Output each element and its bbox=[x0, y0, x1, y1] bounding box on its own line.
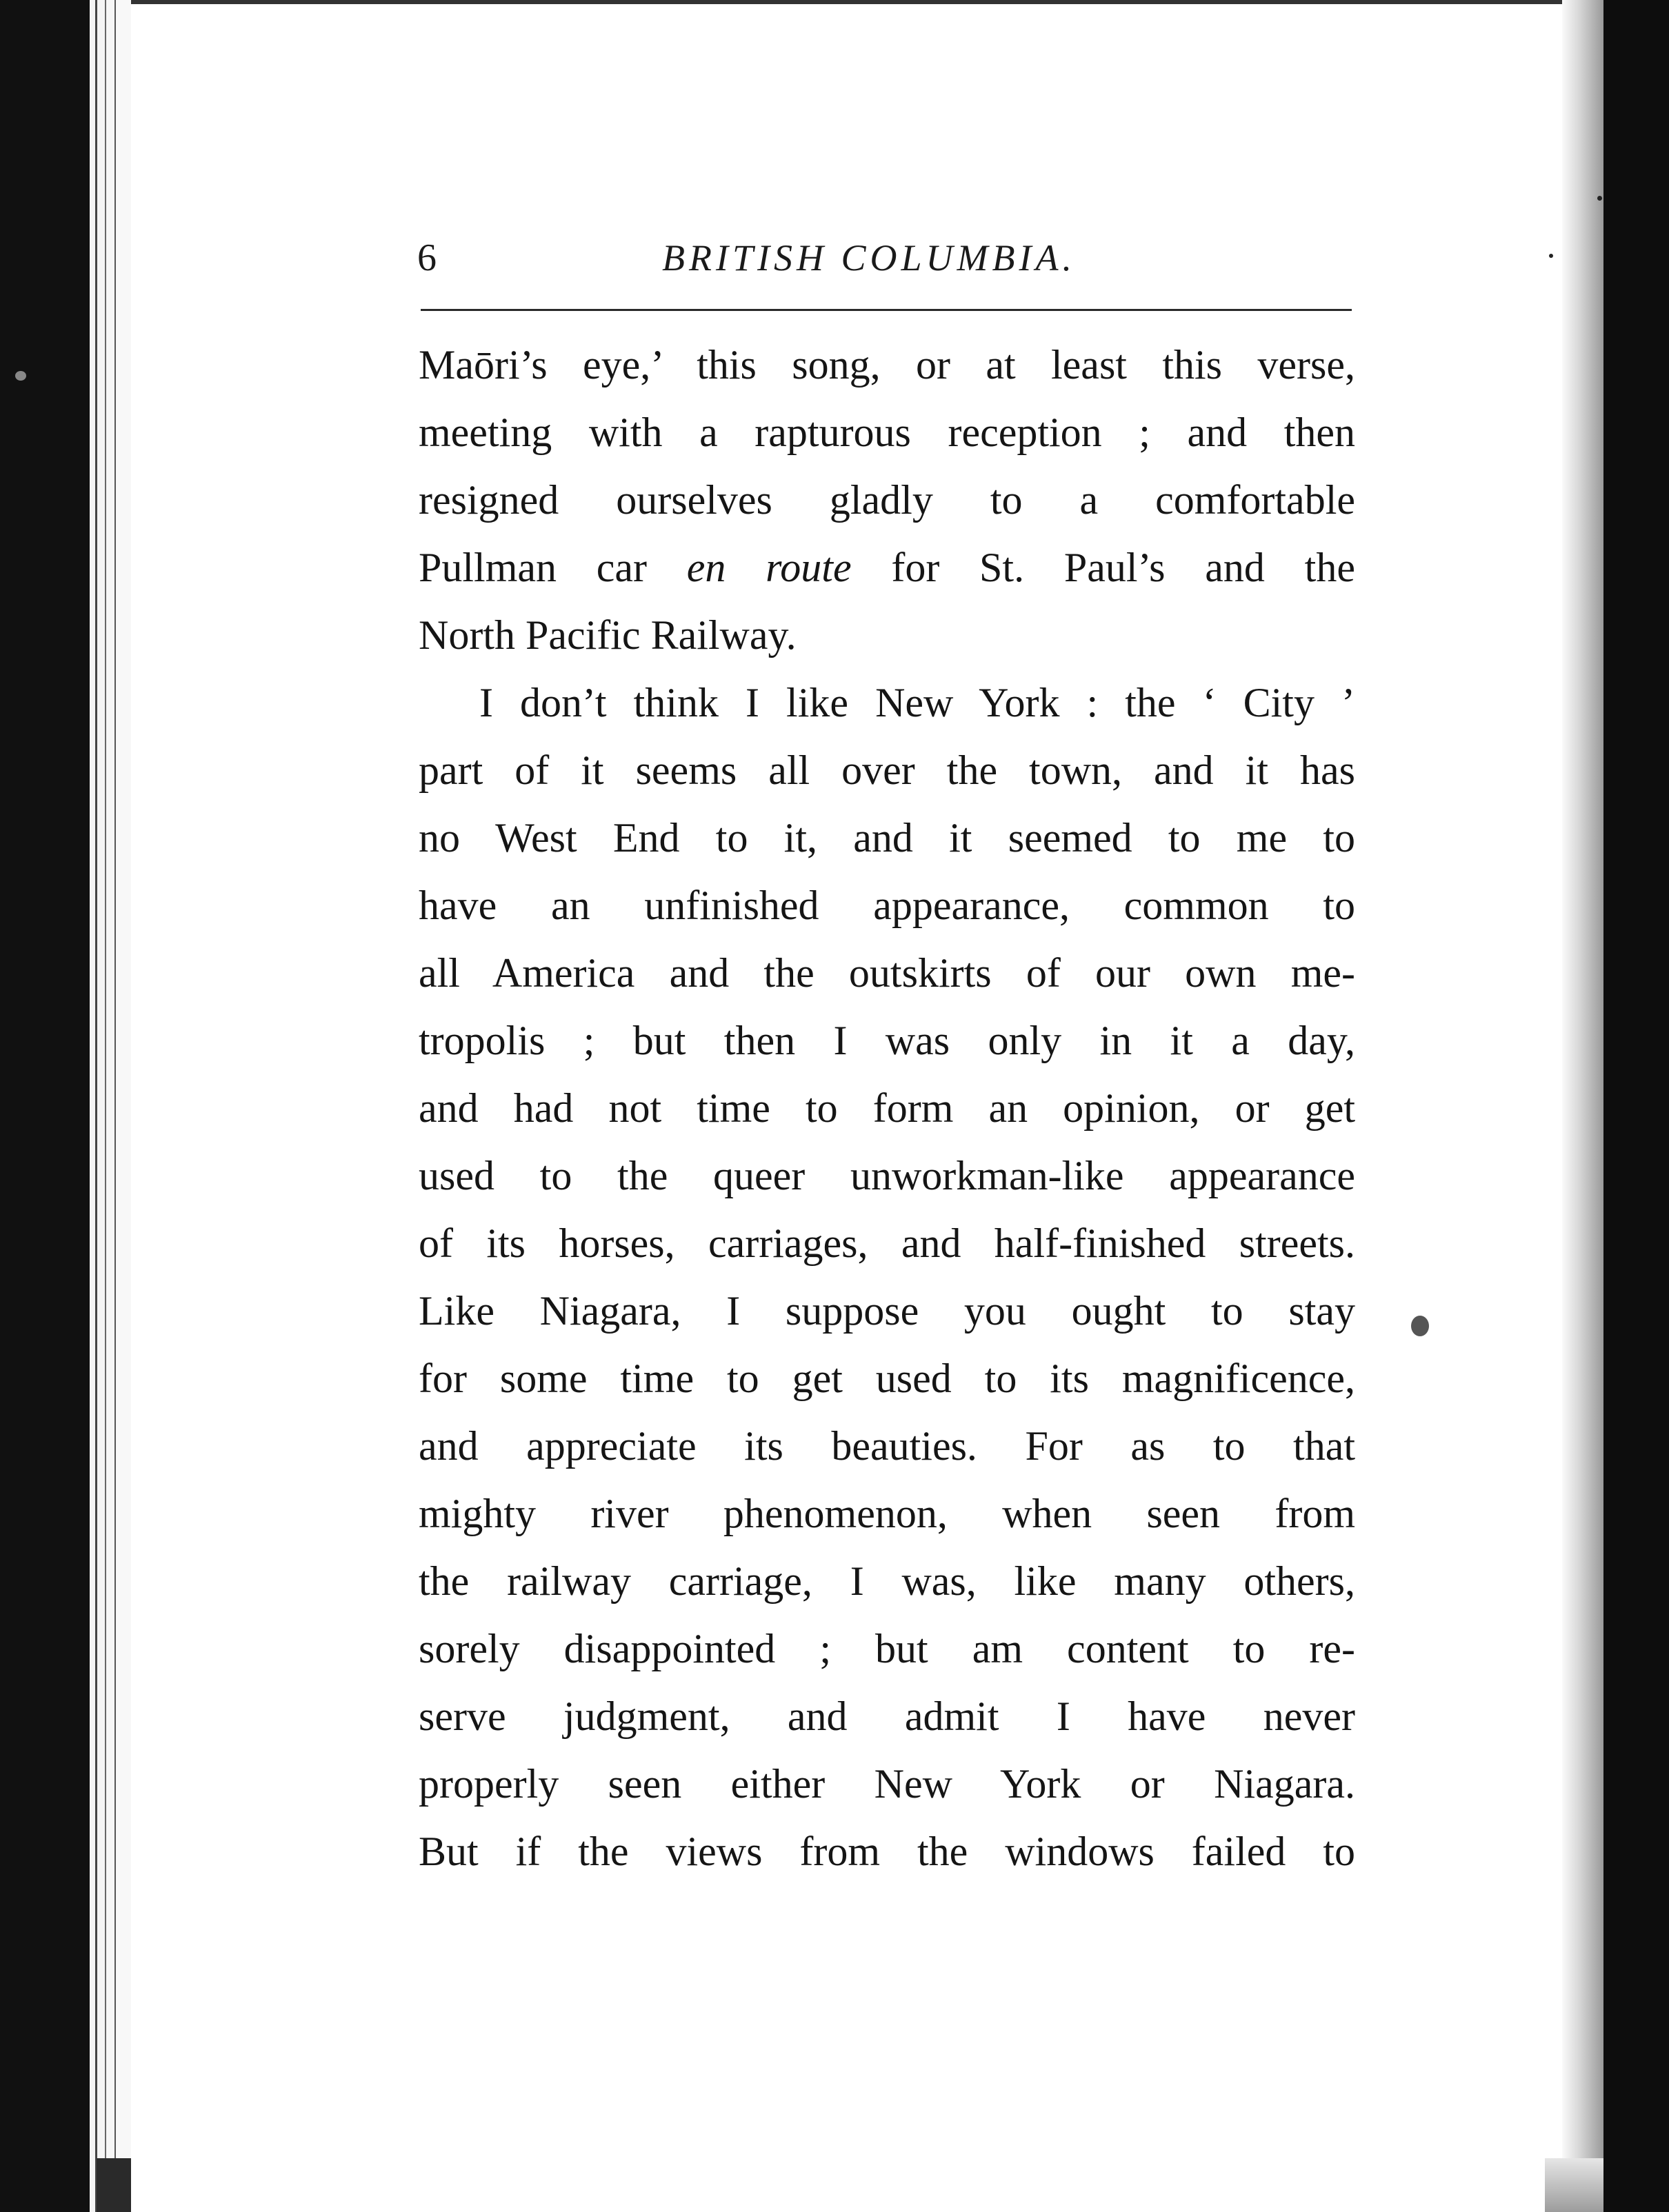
text-line: and appreciate its beauties. For as to that bbox=[419, 1423, 1355, 1469]
text-run: for St. Paul’s and the bbox=[851, 545, 1355, 590]
text-line: North Pacific Railway. bbox=[419, 612, 797, 658]
page-edges bbox=[90, 0, 131, 2212]
text-line: tropolis ; but then I was only in it a day, bbox=[419, 1018, 1355, 1063]
text-line: properly seen either New York or Niagara. bbox=[419, 1761, 1355, 1807]
text-line: mighty river phenomenon, when seen from bbox=[419, 1491, 1355, 1536]
text-line: used to the queer unworkman-like appearance bbox=[419, 1153, 1355, 1198]
text-line: Like Niagara, I suppose you ought to stay bbox=[419, 1288, 1355, 1334]
paragraph-first-line: I don’t think I like New York : the ‘ City ’ bbox=[479, 680, 1355, 725]
top-edge bbox=[131, 0, 1572, 4]
right-bottom-lip bbox=[1545, 2158, 1603, 2212]
text-line: of its horses, carriages, and half-finished streets. bbox=[419, 1220, 1355, 1266]
text-line: the railway carriage, I was, like many others, bbox=[419, 1558, 1355, 1604]
text-line-with-italic bbox=[419, 534, 1355, 601]
text-line: resigned ourselves gladly to a comfortable bbox=[419, 477, 1355, 523]
ink-speck bbox=[15, 371, 26, 381]
text-line: have an unfinished appearance, common to bbox=[419, 883, 1355, 928]
text-line: all America and the outskirts of our own me- bbox=[419, 950, 1355, 996]
italic-phrase: en route bbox=[686, 545, 852, 590]
text-line: But if the views from the windows failed to bbox=[419, 1829, 1355, 1874]
header-rule bbox=[421, 309, 1352, 311]
text-line: and had not time to form an opinion, or get bbox=[419, 1085, 1355, 1131]
text-line: no West End to it, and it seemed to me to bbox=[419, 815, 1355, 861]
right-page-fold bbox=[1562, 0, 1603, 2212]
right-cover bbox=[1603, 0, 1669, 2212]
text-line: meeting with a rapturous reception ; and then bbox=[419, 410, 1355, 455]
text-line: sorely disappointed ; but am content to re- bbox=[419, 1626, 1355, 1671]
text-line: serve judgment, and admit I have never bbox=[419, 1693, 1355, 1739]
body-text bbox=[419, 331, 1355, 1885]
page-number: 6 bbox=[417, 237, 437, 279]
ink-speck bbox=[1549, 254, 1553, 258]
book-binding bbox=[0, 0, 90, 2212]
running-head bbox=[417, 233, 1352, 283]
running-title: BRITISH COLUMBIA. bbox=[662, 237, 1076, 279]
ink-speck bbox=[1597, 196, 1602, 201]
text-line: for some time to get used to its magnificence, bbox=[419, 1356, 1355, 1401]
ink-speck bbox=[1411, 1316, 1429, 1336]
text-line: part of it seems all over the town, and it has bbox=[419, 747, 1355, 793]
text-line: Maōri’s eye,’ this song, or at least this verse, bbox=[419, 342, 1355, 388]
page-edges-bottom bbox=[97, 2158, 131, 2212]
text-run: Pullman car bbox=[419, 545, 687, 590]
